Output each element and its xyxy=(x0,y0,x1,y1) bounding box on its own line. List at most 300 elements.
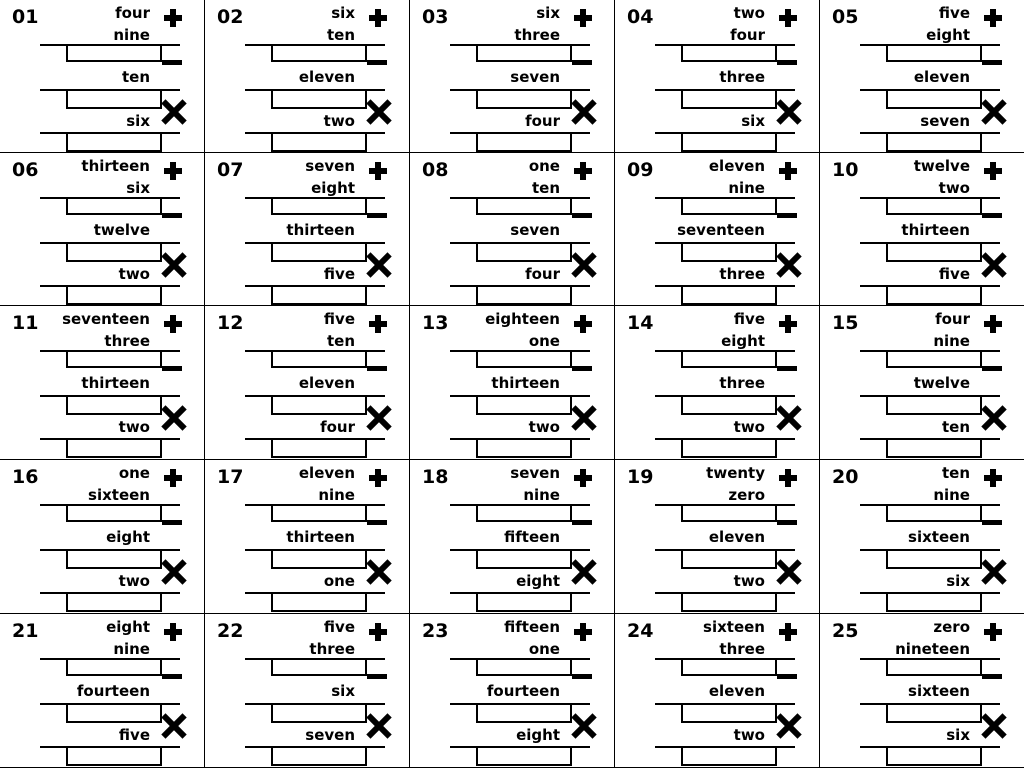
addend-2: nine xyxy=(113,640,150,658)
answer-box-difference[interactable] xyxy=(271,242,367,262)
addend-2: nine xyxy=(113,26,150,44)
answer-box-sum[interactable] xyxy=(66,658,162,676)
multiplier: two xyxy=(733,726,765,744)
subtrahend: twelve xyxy=(93,221,150,239)
answer-box-product[interactable] xyxy=(271,746,367,766)
plus-icon xyxy=(984,162,1002,180)
answer-box-difference[interactable] xyxy=(271,703,367,723)
multiplier: five xyxy=(323,265,355,283)
minus-icon xyxy=(572,213,592,218)
plus-icon xyxy=(779,315,797,333)
minus-icon xyxy=(982,213,1002,218)
answer-box-sum[interactable] xyxy=(271,504,367,522)
subtrahend: eleven xyxy=(298,374,355,392)
plus-icon xyxy=(164,9,182,27)
times-icon xyxy=(365,559,391,585)
answer-box-difference[interactable] xyxy=(66,395,162,415)
addend-1: six xyxy=(331,4,355,22)
times-icon xyxy=(365,713,391,739)
addend-1: five xyxy=(938,4,970,22)
times-icon xyxy=(775,405,801,431)
problem-cell xyxy=(205,614,410,768)
problem-cell xyxy=(410,153,615,306)
problem-number: 12 xyxy=(217,312,244,334)
answer-box-sum[interactable] xyxy=(66,350,162,368)
answer-box-product[interactable] xyxy=(476,746,572,766)
subtrahend: sixteen xyxy=(908,682,970,700)
answer-box-sum[interactable] xyxy=(271,44,367,62)
problem-cell xyxy=(410,460,615,614)
times-icon xyxy=(365,252,391,278)
answer-box-product[interactable] xyxy=(886,132,982,152)
answer-box-difference[interactable] xyxy=(271,395,367,415)
multiplier: ten xyxy=(941,418,970,436)
problem-cell xyxy=(0,614,205,768)
problem-number: 23 xyxy=(422,620,449,642)
answer-box-difference[interactable] xyxy=(886,549,982,569)
answer-box-sum[interactable] xyxy=(886,658,982,676)
answer-box-product[interactable] xyxy=(271,285,367,305)
answer-box-difference[interactable] xyxy=(476,549,572,569)
problem-cell xyxy=(615,460,820,614)
multiplier: eight xyxy=(516,726,560,744)
multiplier: two xyxy=(118,572,150,590)
addend-1: sixteen xyxy=(703,618,765,636)
problem-number: 24 xyxy=(627,620,654,642)
subtrahend: fourteen xyxy=(486,682,560,700)
multiplier: two xyxy=(323,112,355,130)
addend-1: seventeen xyxy=(62,310,150,328)
minus-icon xyxy=(572,674,592,679)
answer-box-sum[interactable] xyxy=(476,197,572,215)
answer-box-product[interactable] xyxy=(66,592,162,612)
addend-1: eleven xyxy=(708,157,765,175)
answer-box-sum[interactable] xyxy=(271,658,367,676)
addend-1: one xyxy=(118,464,150,482)
plus-icon xyxy=(574,469,592,487)
addend-2: ten xyxy=(531,179,560,197)
addend-2: two xyxy=(938,179,970,197)
answer-box-difference[interactable] xyxy=(66,89,162,109)
plus-icon xyxy=(164,162,182,180)
times-icon xyxy=(980,405,1006,431)
answer-box-product[interactable] xyxy=(886,438,982,458)
problem-number: 10 xyxy=(832,159,859,181)
minus-icon xyxy=(572,60,592,65)
problem-number: 02 xyxy=(217,6,244,28)
addend-2: nine xyxy=(933,486,970,504)
times-icon xyxy=(160,99,186,125)
minus-icon xyxy=(367,60,387,65)
addend-1: ten xyxy=(941,464,970,482)
minus-icon xyxy=(367,213,387,218)
minus-icon xyxy=(162,60,182,65)
problem-number: 01 xyxy=(12,6,39,28)
problem-cell xyxy=(0,153,205,306)
addend-2: eight xyxy=(721,332,765,350)
addend-1: twelve xyxy=(913,157,970,175)
addend-1: eight xyxy=(106,618,150,636)
minus-icon xyxy=(777,213,797,218)
addend-1: eleven xyxy=(298,464,355,482)
addend-1: eighteen xyxy=(485,310,560,328)
answer-box-product[interactable] xyxy=(681,285,777,305)
subtrahend: ten xyxy=(121,68,150,86)
problem-number: 22 xyxy=(217,620,244,642)
plus-icon xyxy=(574,162,592,180)
addend-1: twenty xyxy=(706,464,765,482)
problem-number: 19 xyxy=(627,466,654,488)
addend-2: eight xyxy=(311,179,355,197)
addend-1: one xyxy=(528,157,560,175)
answer-box-difference[interactable] xyxy=(66,703,162,723)
plus-icon xyxy=(574,9,592,27)
answer-box-product[interactable] xyxy=(886,592,982,612)
addend-1: four xyxy=(115,4,150,22)
subtrahend: thirteen xyxy=(901,221,970,239)
problem-cell xyxy=(615,614,820,768)
plus-icon xyxy=(779,162,797,180)
addend-1: seven xyxy=(510,464,560,482)
plus-icon xyxy=(369,9,387,27)
answer-box-product[interactable] xyxy=(886,746,982,766)
minus-icon xyxy=(777,674,797,679)
answer-box-sum[interactable] xyxy=(271,197,367,215)
subtrahend: eleven xyxy=(298,68,355,86)
minus-icon xyxy=(982,60,1002,65)
times-icon xyxy=(570,99,596,125)
problem-cell xyxy=(410,306,615,460)
plus-icon xyxy=(164,469,182,487)
minus-icon xyxy=(777,366,797,371)
subtrahend: three xyxy=(719,68,765,86)
answer-box-product[interactable] xyxy=(271,438,367,458)
problem-cell xyxy=(615,153,820,306)
answer-box-sum[interactable] xyxy=(681,197,777,215)
subtrahend: eleven xyxy=(913,68,970,86)
minus-icon xyxy=(982,520,1002,525)
answer-box-sum[interactable] xyxy=(66,197,162,215)
answer-box-difference[interactable] xyxy=(886,242,982,262)
multiplier: two xyxy=(733,572,765,590)
addend-1: seven xyxy=(305,157,355,175)
addend-1: two xyxy=(733,4,765,22)
addend-1: fifteen xyxy=(504,618,560,636)
problem-number: 21 xyxy=(12,620,39,642)
plus-icon xyxy=(369,315,387,333)
times-icon xyxy=(980,713,1006,739)
multiplier: five xyxy=(938,265,970,283)
minus-icon xyxy=(162,213,182,218)
multiplier: six xyxy=(126,112,150,130)
answer-box-product[interactable] xyxy=(681,438,777,458)
plus-icon xyxy=(984,469,1002,487)
answer-box-product[interactable] xyxy=(476,438,572,458)
answer-box-product[interactable] xyxy=(66,285,162,305)
minus-icon xyxy=(777,60,797,65)
answer-box-difference[interactable] xyxy=(476,242,572,262)
subtrahend: fifteen xyxy=(504,528,560,546)
answer-box-product[interactable] xyxy=(476,285,572,305)
times-icon xyxy=(775,99,801,125)
answer-box-sum[interactable] xyxy=(886,350,982,368)
answer-box-product[interactable] xyxy=(681,592,777,612)
times-icon xyxy=(365,405,391,431)
answer-box-difference[interactable] xyxy=(66,242,162,262)
plus-icon xyxy=(164,623,182,641)
subtrahend: fourteen xyxy=(76,682,150,700)
answer-box-difference[interactable] xyxy=(476,89,572,109)
answer-box-sum[interactable] xyxy=(476,504,572,522)
answer-box-difference[interactable] xyxy=(681,549,777,569)
addend-1: five xyxy=(323,310,355,328)
multiplier: eight xyxy=(516,572,560,590)
times-icon xyxy=(160,252,186,278)
times-icon xyxy=(570,405,596,431)
plus-icon xyxy=(984,9,1002,27)
addend-1: six xyxy=(536,4,560,22)
problem-number: 05 xyxy=(832,6,859,28)
addend-2: zero xyxy=(728,486,765,504)
answer-box-sum[interactable] xyxy=(886,197,982,215)
answer-box-difference[interactable] xyxy=(476,703,572,723)
answer-box-product[interactable] xyxy=(681,746,777,766)
answer-box-product[interactable] xyxy=(66,132,162,152)
problem-number: 16 xyxy=(12,466,39,488)
minus-icon xyxy=(572,520,592,525)
minus-icon xyxy=(777,520,797,525)
problem-cell xyxy=(410,0,615,153)
answer-box-difference[interactable] xyxy=(271,89,367,109)
addend-2: one xyxy=(528,640,560,658)
minus-icon xyxy=(367,674,387,679)
problem-cell xyxy=(820,153,1024,306)
answer-box-sum[interactable] xyxy=(271,350,367,368)
times-icon xyxy=(570,252,596,278)
addend-2: three xyxy=(719,640,765,658)
minus-icon xyxy=(982,366,1002,371)
multiplier: four xyxy=(525,265,560,283)
addend-2: three xyxy=(104,332,150,350)
multiplier: six xyxy=(946,726,970,744)
problem-cell xyxy=(205,153,410,306)
addend-1: thirteen xyxy=(81,157,150,175)
multiplier: two xyxy=(528,418,560,436)
plus-icon xyxy=(574,315,592,333)
problem-number: 07 xyxy=(217,159,244,181)
addend-2: nine xyxy=(318,486,355,504)
addend-2: nine xyxy=(728,179,765,197)
problem-cell xyxy=(820,614,1024,768)
multiplier: five xyxy=(118,726,150,744)
minus-icon xyxy=(982,674,1002,679)
times-icon xyxy=(570,559,596,585)
addend-1: five xyxy=(323,618,355,636)
addend-2: four xyxy=(730,26,765,44)
multiplier: four xyxy=(320,418,355,436)
minus-icon xyxy=(367,520,387,525)
answer-box-sum[interactable] xyxy=(681,350,777,368)
addend-1: four xyxy=(935,310,970,328)
minus-icon xyxy=(162,520,182,525)
answer-box-difference[interactable] xyxy=(681,395,777,415)
subtrahend: thirteen xyxy=(491,374,560,392)
subtrahend: seven xyxy=(510,221,560,239)
times-icon xyxy=(160,559,186,585)
times-icon xyxy=(570,713,596,739)
problem-cell xyxy=(205,0,410,153)
times-icon xyxy=(160,405,186,431)
times-icon xyxy=(160,713,186,739)
answer-box-sum[interactable] xyxy=(476,44,572,62)
answer-box-sum[interactable] xyxy=(66,504,162,522)
problem-number: 20 xyxy=(832,466,859,488)
multiplier: six xyxy=(946,572,970,590)
multiplier: four xyxy=(525,112,560,130)
problem-number: 09 xyxy=(627,159,654,181)
answer-box-difference[interactable] xyxy=(476,395,572,415)
addend-2: nineteen xyxy=(895,640,970,658)
multiplier: seven xyxy=(920,112,970,130)
addend-2: three xyxy=(309,640,355,658)
answer-box-product[interactable] xyxy=(476,132,572,152)
minus-icon xyxy=(162,674,182,679)
problem-cell xyxy=(820,460,1024,614)
subtrahend: thirteen xyxy=(286,528,355,546)
subtrahend: seven xyxy=(510,68,560,86)
answer-box-difference[interactable] xyxy=(886,89,982,109)
addend-1: five xyxy=(733,310,765,328)
multiplier: two xyxy=(118,418,150,436)
plus-icon xyxy=(574,623,592,641)
plus-icon xyxy=(984,623,1002,641)
problem-cell xyxy=(205,460,410,614)
problem-number: 04 xyxy=(627,6,654,28)
multiplier: two xyxy=(118,265,150,283)
problem-number: 06 xyxy=(12,159,39,181)
plus-icon xyxy=(369,469,387,487)
answer-box-difference[interactable] xyxy=(681,89,777,109)
times-icon xyxy=(980,99,1006,125)
subtrahend: sixteen xyxy=(908,528,970,546)
answer-box-product[interactable] xyxy=(66,746,162,766)
subtrahend: eleven xyxy=(708,682,765,700)
addend-2: ten xyxy=(326,26,355,44)
answer-box-product[interactable] xyxy=(476,592,572,612)
addend-2: ten xyxy=(326,332,355,350)
minus-icon xyxy=(367,366,387,371)
subtrahend: eight xyxy=(106,528,150,546)
answer-box-sum[interactable] xyxy=(681,44,777,62)
answer-box-difference[interactable] xyxy=(681,242,777,262)
plus-icon xyxy=(369,623,387,641)
addend-2: six xyxy=(126,179,150,197)
plus-icon xyxy=(984,315,1002,333)
problem-number: 03 xyxy=(422,6,449,28)
answer-box-sum[interactable] xyxy=(681,658,777,676)
answer-box-sum[interactable] xyxy=(476,350,572,368)
problem-number: 17 xyxy=(217,466,244,488)
problem-cell xyxy=(615,306,820,460)
times-icon xyxy=(980,559,1006,585)
answer-box-product[interactable] xyxy=(66,438,162,458)
answer-box-sum[interactable] xyxy=(681,504,777,522)
answer-box-difference[interactable] xyxy=(681,703,777,723)
addend-2: nine xyxy=(933,332,970,350)
subtrahend: three xyxy=(719,374,765,392)
multiplier: six xyxy=(741,112,765,130)
answer-box-product[interactable] xyxy=(681,132,777,152)
plus-icon xyxy=(369,162,387,180)
plus-icon xyxy=(779,9,797,27)
times-icon xyxy=(775,559,801,585)
problem-cell xyxy=(0,306,205,460)
problem-cell xyxy=(410,614,615,768)
times-icon xyxy=(775,252,801,278)
answer-box-sum[interactable] xyxy=(476,658,572,676)
subtrahend: thirteen xyxy=(286,221,355,239)
problem-cell xyxy=(615,0,820,153)
times-icon xyxy=(980,252,1006,278)
problem-number: 13 xyxy=(422,312,449,334)
plus-icon xyxy=(779,469,797,487)
problem-number: 15 xyxy=(832,312,859,334)
answer-box-sum[interactable] xyxy=(886,44,982,62)
answer-box-product[interactable] xyxy=(271,592,367,612)
problem-cell xyxy=(0,0,205,153)
minus-icon xyxy=(162,366,182,371)
answer-box-product[interactable] xyxy=(886,285,982,305)
problem-cell xyxy=(820,0,1024,153)
multiplier: one xyxy=(323,572,355,590)
addend-2: one xyxy=(528,332,560,350)
problem-number: 11 xyxy=(12,312,39,334)
subtrahend: thirteen xyxy=(81,374,150,392)
subtrahend: seventeen xyxy=(677,221,765,239)
subtrahend: six xyxy=(331,682,355,700)
answer-box-product[interactable] xyxy=(271,132,367,152)
answer-box-sum[interactable] xyxy=(66,44,162,62)
plus-icon xyxy=(779,623,797,641)
multiplier: two xyxy=(733,418,765,436)
answer-box-difference[interactable] xyxy=(886,703,982,723)
addend-1: zero xyxy=(933,618,970,636)
addend-2: nine xyxy=(523,486,560,504)
problem-number: 08 xyxy=(422,159,449,181)
answer-box-sum[interactable] xyxy=(886,504,982,522)
times-icon xyxy=(365,99,391,125)
answer-box-difference[interactable] xyxy=(886,395,982,415)
multiplier: three xyxy=(719,265,765,283)
minus-icon xyxy=(572,366,592,371)
addend-2: sixteen xyxy=(88,486,150,504)
times-icon xyxy=(775,713,801,739)
addend-2: eight xyxy=(926,26,970,44)
problem-cell xyxy=(205,306,410,460)
subtrahend: eleven xyxy=(708,528,765,546)
problem-cell xyxy=(0,460,205,614)
plus-icon xyxy=(164,315,182,333)
problem-cell xyxy=(820,306,1024,460)
problem-number: 18 xyxy=(422,466,449,488)
answer-box-difference[interactable] xyxy=(271,549,367,569)
addend-2: three xyxy=(514,26,560,44)
multiplier: seven xyxy=(305,726,355,744)
problem-number: 14 xyxy=(627,312,654,334)
answer-box-difference[interactable] xyxy=(66,549,162,569)
subtrahend: twelve xyxy=(913,374,970,392)
problem-number: 25 xyxy=(832,620,859,642)
